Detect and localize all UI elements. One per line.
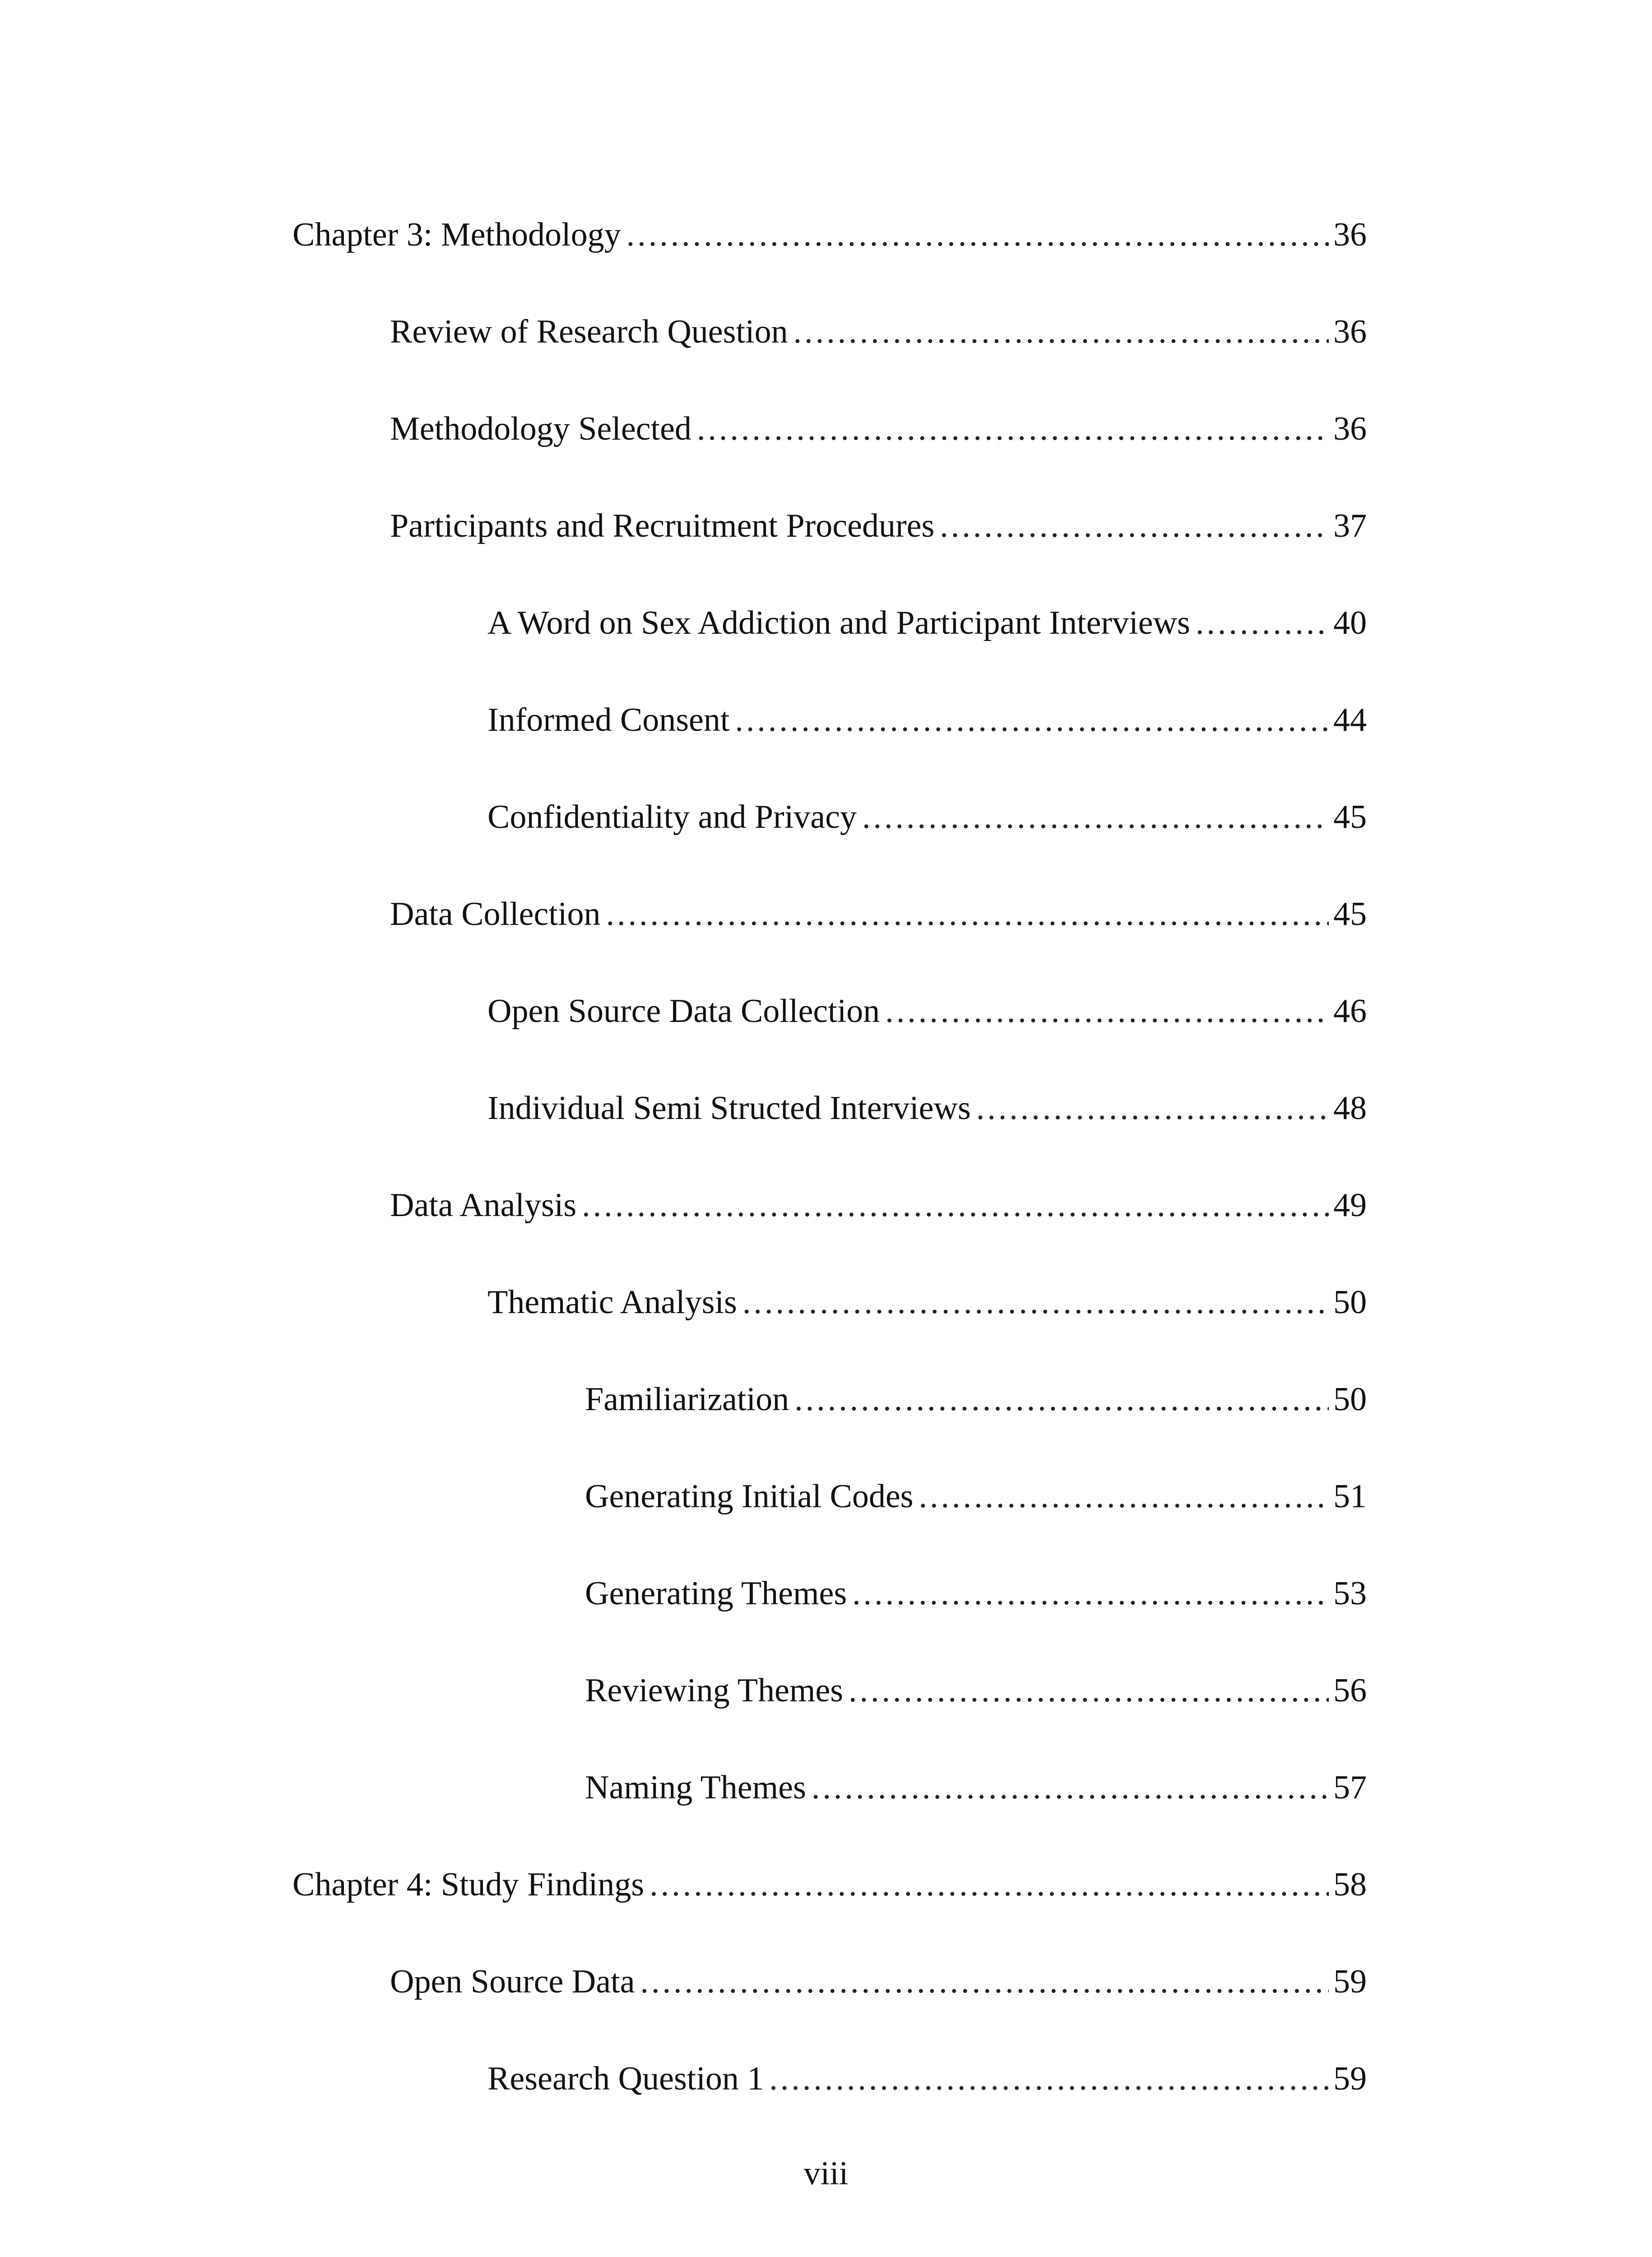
dot-leader	[849, 1670, 1329, 1711]
toc-entry	[292, 1476, 1367, 1573]
toc-entry	[292, 700, 1367, 797]
toc-entry	[292, 1961, 1367, 2058]
toc-entry	[292, 1864, 1367, 1961]
toc-entry-title: Methodology Selected	[390, 410, 691, 447]
toc-entry-page: 59	[1333, 2060, 1367, 2097]
toc-entry-page: 36	[1333, 410, 1367, 447]
toc-entry	[292, 2058, 1367, 2155]
toc-entry-page: 51	[1333, 1478, 1367, 1515]
toc-entry-page: 50	[1333, 1381, 1367, 1418]
toc-entry	[292, 1282, 1367, 1379]
dot-leader	[735, 700, 1329, 740]
toc-entry	[292, 506, 1367, 603]
toc-entry	[292, 1185, 1367, 1282]
dot-leader	[769, 2058, 1329, 2099]
toc-entry-page: 36	[1333, 216, 1367, 253]
dot-leader	[794, 1379, 1329, 1420]
toc-entry-title: Research Question 1	[487, 2060, 764, 2097]
toc-entry-title: Data Collection	[390, 896, 601, 933]
toc-entry-title: Review of Research Question	[390, 313, 788, 350]
toc-entry-page: 37	[1333, 507, 1367, 544]
dot-leader	[919, 1476, 1329, 1517]
toc-entry	[292, 894, 1367, 991]
toc-entry-page: 49	[1333, 1187, 1367, 1224]
toc-entry	[292, 1379, 1367, 1476]
toc-entry-page: 50	[1333, 1284, 1367, 1321]
toc-entry-page: 58	[1333, 1866, 1367, 1903]
toc-entry-page: 57	[1333, 1769, 1367, 1806]
toc-entry	[292, 991, 1367, 1088]
toc-entry-title: Open Source Data Collection	[487, 993, 880, 1030]
dot-leader	[862, 797, 1329, 837]
table-of-contents	[292, 214, 1367, 2155]
toc-entry-page: 44	[1333, 701, 1367, 738]
dot-leader	[976, 1088, 1329, 1128]
toc-entry	[292, 603, 1367, 700]
toc-entry	[292, 1573, 1367, 1670]
dot-leader	[626, 214, 1329, 255]
dot-leader	[650, 1864, 1329, 1905]
toc-entry-title: Informed Consent	[487, 701, 730, 738]
toc-entry-title: Generating Initial Codes	[585, 1478, 914, 1515]
toc-entry-title: Chapter 3: Methodology	[292, 216, 621, 253]
dot-leader	[1196, 603, 1329, 643]
toc-entry	[292, 409, 1367, 506]
toc-entry-page: 53	[1333, 1575, 1367, 1612]
toc-entry-page: 45	[1333, 799, 1367, 836]
toc-entry-title: Reviewing Themes	[585, 1672, 844, 1709]
dot-leader	[812, 1767, 1329, 1808]
toc-entry-page: 59	[1333, 1963, 1367, 2000]
dot-leader	[640, 1961, 1329, 2002]
dot-leader	[697, 409, 1329, 449]
toc-entry-page: 36	[1333, 313, 1367, 350]
dot-leader	[940, 506, 1329, 546]
toc-entry-title: Open Source Data	[390, 1963, 635, 2000]
toc-entry-title: A Word on Sex Addiction and Participant Interviews	[487, 604, 1190, 641]
toc-entry	[292, 214, 1367, 311]
toc-entry-title: Confidentiality and Privacy	[487, 799, 857, 836]
toc-entry-title: Participants and Recruitment Procedures	[390, 507, 935, 544]
toc-entry	[292, 311, 1367, 409]
toc-entry	[292, 1088, 1367, 1185]
dot-leader	[794, 311, 1329, 352]
toc-entry-page: 56	[1333, 1672, 1367, 1709]
toc-entry-page: 45	[1333, 896, 1367, 933]
dot-leader	[885, 991, 1329, 1031]
toc-entry-title: Naming Themes	[585, 1769, 806, 1806]
toc-entry	[292, 1767, 1367, 1864]
toc-entry-title: Individual Semi Structed Interviews	[487, 1090, 971, 1127]
dot-leader	[606, 894, 1329, 934]
toc-entry-title: Thematic Analysis	[487, 1284, 737, 1321]
toc-entry-title: Chapter 4: Study Findings	[292, 1866, 645, 1903]
dot-leader	[582, 1185, 1329, 1226]
toc-entry	[292, 797, 1367, 894]
toc-entry-page: 40	[1333, 604, 1367, 641]
dot-leader	[852, 1573, 1329, 1614]
toc-entry-title: Generating Themes	[585, 1575, 847, 1612]
toc-entry-page: 48	[1333, 1090, 1367, 1127]
toc-entry-title: Data Analysis	[390, 1187, 577, 1224]
toc-entry	[292, 1670, 1367, 1767]
page-number: viii	[803, 2155, 849, 2192]
toc-entry-page: 46	[1333, 993, 1367, 1030]
dot-leader	[742, 1282, 1329, 1323]
toc-entry-title: Familiarization	[585, 1381, 789, 1418]
